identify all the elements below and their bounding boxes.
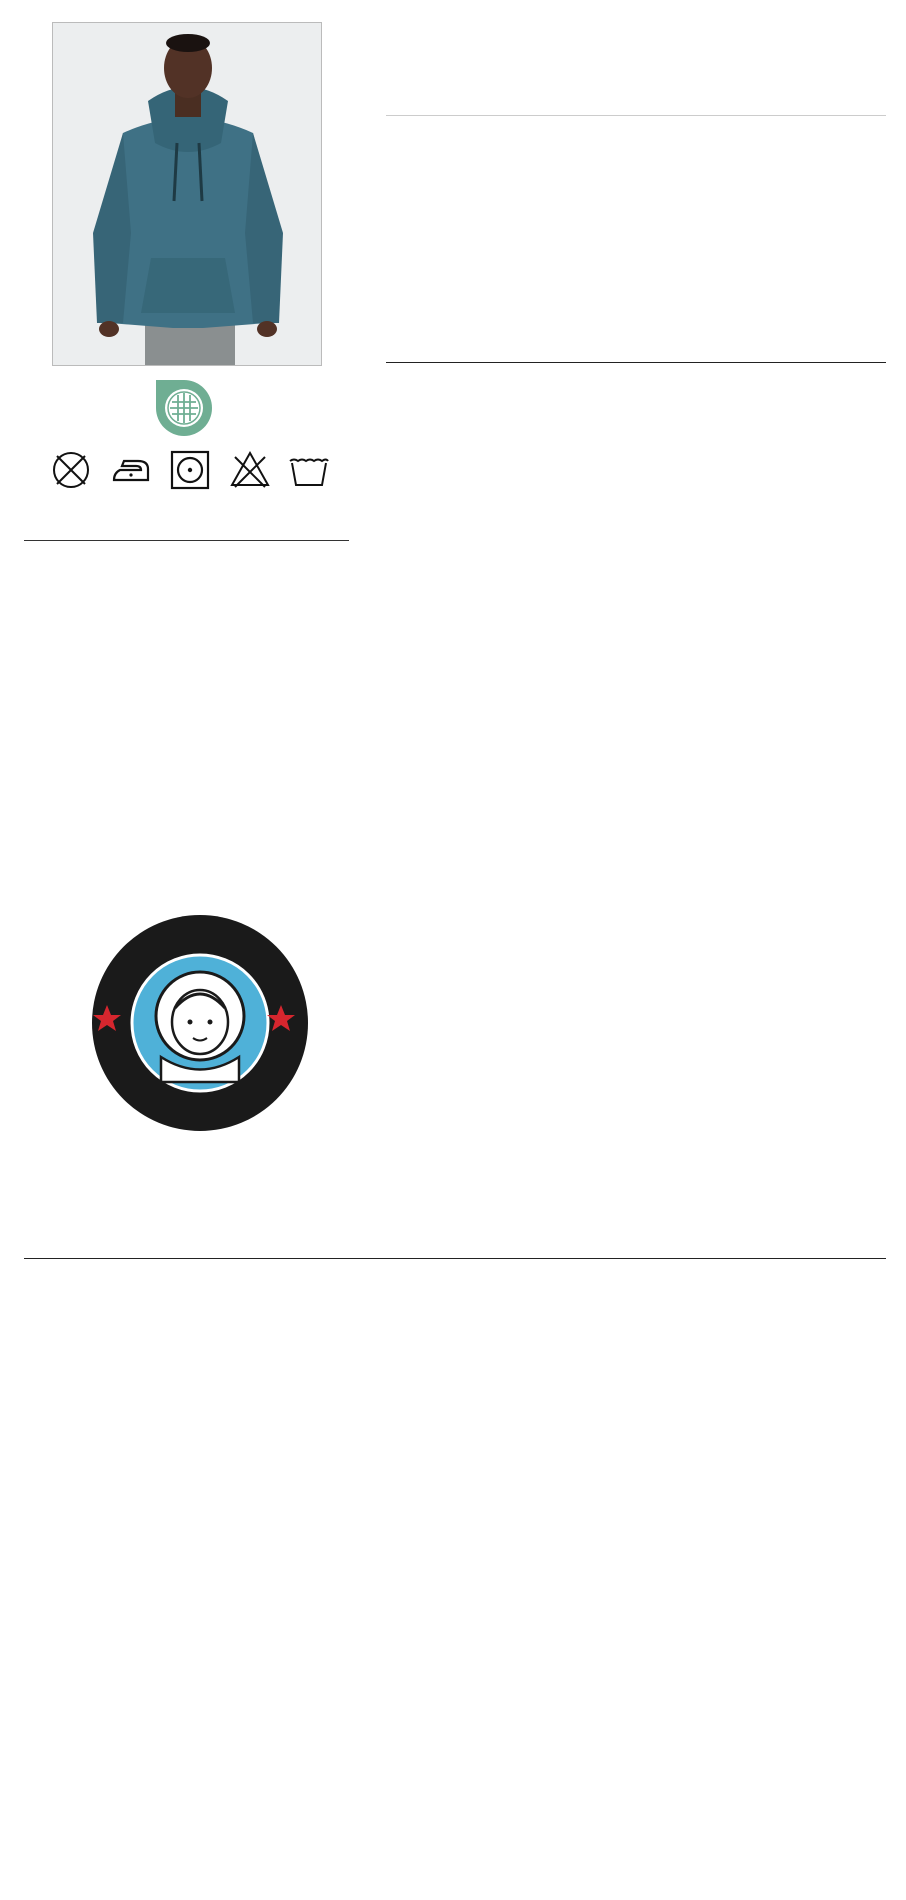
sizes-heading	[24, 1252, 886, 1259]
no-bleach-icon	[50, 449, 92, 491]
iron-icon	[110, 449, 152, 491]
care-symbols	[50, 448, 330, 492]
brand-logo	[808, 20, 888, 50]
vegan-certification-badge	[154, 378, 214, 438]
article-number	[24, 592, 32, 606]
tumble-dry-icon	[169, 449, 211, 491]
model-in-hoodie-image	[53, 23, 322, 366]
divider	[386, 115, 886, 116]
no-bleach-triangle-icon	[229, 449, 271, 491]
manufacturer-number	[24, 615, 32, 629]
manufacturer-heading	[24, 534, 349, 541]
wash-30-icon	[288, 449, 330, 491]
product-photo	[52, 22, 322, 366]
country-of-origin	[24, 638, 32, 652]
shop-logo	[89, 912, 311, 1134]
info-heading	[386, 356, 886, 363]
certification-badge-icon	[154, 378, 214, 438]
astronaut-logo-icon	[89, 912, 311, 1134]
